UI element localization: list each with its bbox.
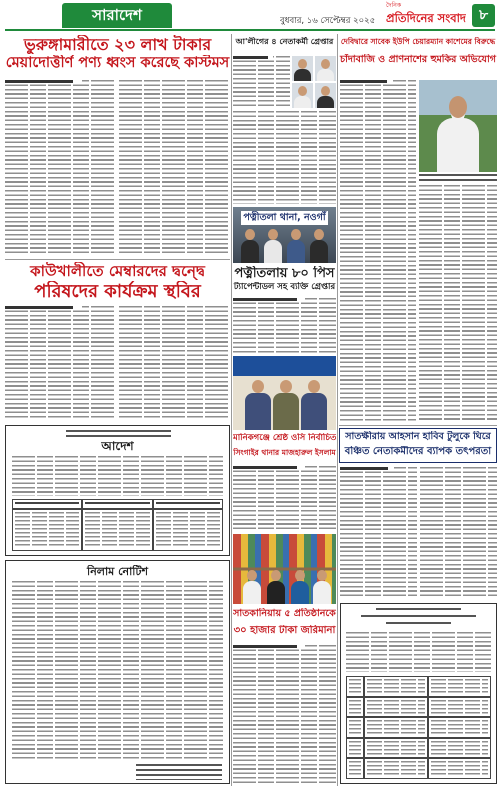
auction-notice [5,560,230,784]
notice-header-text [66,430,171,437]
accused-portrait-photo [419,80,497,172]
table-cell [346,758,364,779]
portrait-photo [292,56,313,81]
satkhira-headline-line-1: সাতক্ষীরায় আহসান হাবিব টুলুকে ঘিরে [345,431,491,442]
customs-headline-line-2: মেয়াদোত্তীর্ণ পণ্য ধ্বংস করেছে কাস্টমস [5,55,230,71]
person-figure [310,229,328,263]
notice-header-text [376,608,461,613]
patnitala-headline-line-1: পত্নীতলায় ৮০ পিস [234,266,335,281]
court-order-table [12,499,223,551]
satkhira-headline-box [339,428,497,463]
notice-header-text [386,622,451,627]
table-header-cell [82,499,152,509]
logo-name: প্রতিদিনের সংবাদ [386,11,466,25]
oc-headline-line-2: সিংগাইর থানার মাজহারুল ইসলাম [233,448,336,457]
customs-article-body [5,80,115,256]
court-order-title: আদেশ [101,439,134,453]
table-cell [428,697,492,718]
person-figure [267,570,285,604]
oc-article-body [233,466,336,530]
market-drive-photo [233,534,336,604]
auction-notice-title: নিলাম নোটিশ [87,565,148,578]
person-figure [287,229,305,263]
satkania-article-body [233,645,336,784]
article-divider [5,259,230,260]
debidwar-article-body [419,185,497,421]
person-figure [313,570,331,604]
table-cell [364,738,428,759]
notice-header-text [361,615,476,620]
auction-notice-body [12,581,223,761]
table-cell [428,758,492,779]
person-figure [264,229,282,263]
table-cell [428,717,492,738]
table-cell [428,738,492,759]
awami-league-article-body [233,111,336,204]
arrested-persons-photos [292,56,336,108]
kawkhali-article-body [5,306,115,420]
table-header-cell [12,499,82,509]
portrait-photo [292,83,313,108]
officer-figure [273,380,299,430]
newspaper-logo [386,2,466,28]
table-cell [364,697,428,718]
table-cell [346,717,364,738]
portrait-photo [315,56,336,81]
table-cell [153,509,223,551]
satkania-headline-line-2: ৩০ হাজার টাকা জরিমানা [233,625,336,636]
kawkhali-headline-line-1: কাউখালীতে মেম্বারদের দ্বন্দ্বে [30,262,205,280]
satkhira-article-body [420,467,497,599]
table-cell [12,509,82,551]
kawkhali-headline-line-2: পরিষদের কার্যক্রম স্থবির [34,281,201,302]
patnitala-headline-line-2: ট্যাপেন্টাডল সহ ব্যক্তি গ্রেপ্তার [233,282,336,292]
table-header-cell [153,499,223,509]
customs-headline-line-1: ভুরুঙ্গামারীতে ২৩ লাখ টাকার [23,35,212,54]
police-station-banner: পত্নীতলা থানা, নওগাঁ [241,211,328,225]
column-rule [231,34,232,786]
logo-prefix: দৈনিক [386,2,402,9]
government-notice [340,603,497,784]
table-cell [82,509,152,551]
column-rule [337,34,338,786]
patnitala-article-photo [233,207,336,263]
table-cell [346,676,364,697]
debidwar-headline-line-1: দেবিদ্বারে সাবেক ইউপি চেয়ারম্যান কাশেমের বিরুদ্ধে [340,37,496,46]
person-figure [241,229,259,263]
auction-notice-signature [136,764,222,780]
court-order-body [12,456,223,496]
customs-article-body [119,80,230,256]
notice-body [346,632,491,672]
officer-figure [245,380,271,430]
notice-table [346,676,491,779]
portrait-photo [315,83,336,108]
person-figure [437,96,479,172]
person-figure [243,570,261,604]
patnitala-article-body [233,298,336,353]
oc-headline-line-1: মানিকগঞ্জে শ্রেষ্ঠ ওসি নির্বাচিত [233,433,336,443]
table-cell [364,758,428,779]
satkhira-headline-line-2: বঞ্চিত নেতাকর্মীদের ব্যাপক তৎপরতা [344,446,492,457]
table-cell [346,697,364,718]
header-rule [5,29,495,31]
conference-banner [233,356,336,376]
oc-award-photo [233,356,336,430]
satkania-headline-line-1: সাতকানিয়ায় ৫ প্রতিষ্ঠানকে [233,608,336,619]
table-cell [364,717,428,738]
awami-league-article-body [233,56,290,108]
publication-date: বুধবার, ১৬ সেপ্টেম্বর ২০২৫ [280,16,376,26]
satkhira-article-body [340,467,417,599]
court-order-notice [5,425,230,556]
article-divider [339,425,497,426]
debidwar-article-body [340,80,416,421]
table-cell [364,676,428,697]
officer-figure [301,380,327,430]
person-figure [291,570,309,604]
page-number: ৮ [472,4,495,27]
awami-league-headline: আ'লীগের ৪ নেতাকর্মী গ্রেপ্তার [235,37,334,46]
table-cell [346,738,364,759]
table-cell [428,676,492,697]
debidwar-headline-line-2: চাঁদাবাজি ও প্রাণনাশের হুমকির অভিযোগ [339,54,496,65]
section-title: সারাদেশ [62,3,172,28]
kawkhali-article-body [119,306,230,420]
photo-caption [419,174,497,182]
